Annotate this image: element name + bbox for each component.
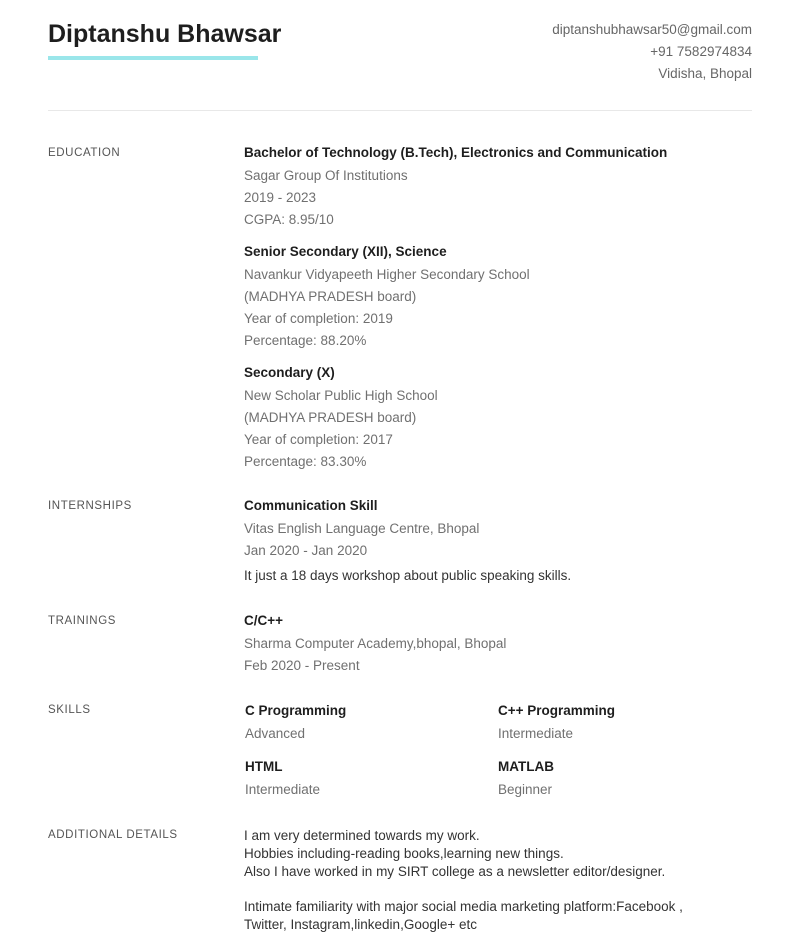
skill-level: Advanced: [245, 726, 306, 741]
education-detail: Navankur Vidyapeeth Higher Secondary School: [244, 267, 530, 282]
education-detail: Percentage: 88.20%: [244, 333, 367, 348]
training-org: Sharma Computer Academy,bhopal, Bhopal: [244, 636, 507, 651]
additional-line: Also I have worked in my SIRT college as a newsletter editor/designer.: [244, 864, 666, 879]
skill-name: HTML: [245, 759, 283, 774]
additional-line: I am very determined towards my work.: [244, 828, 480, 843]
training-dates: Feb 2020 - Present: [244, 658, 360, 673]
candidate-name: Diptanshu Bhawsar: [48, 20, 282, 48]
education-detail: 2019 - 2023: [244, 190, 317, 205]
contact-block: [552, 19, 752, 85]
location-text: Vidisha, Bhopal: [658, 66, 752, 81]
section-label-internships: INTERNSHIPS: [48, 500, 132, 512]
skill-name: C++ Programming: [498, 703, 616, 718]
internship-org: Vitas English Language Centre, Bhopal: [244, 521, 480, 536]
additional-line: Intimate familiarity with major social media marketing platform:Facebook ,: [244, 899, 683, 914]
education-detail: (MADHYA PRADESH board): [244, 289, 417, 304]
email-text[interactable]: diptanshubhawsar50@gmail.com: [552, 22, 752, 37]
education-detail: (MADHYA PRADESH board): [244, 410, 417, 425]
education-detail: Year of completion: 2019: [244, 311, 393, 326]
internship-dates: Jan 2020 - Jan 2020: [244, 543, 368, 558]
header-divider: [48, 110, 752, 111]
name-underline: [48, 56, 258, 60]
education-detail: Percentage: 83.30%: [244, 454, 367, 469]
section-label-education: EDUCATION: [48, 147, 121, 159]
phone-text: +91 7582974834: [650, 44, 752, 59]
section-label-skills: SKILLS: [48, 704, 91, 716]
section-label-trainings: TRAININGS: [48, 615, 117, 627]
section-label-additional: ADDITIONAL DETAILS: [48, 829, 178, 841]
education-detail: CGPA: 8.95/10: [244, 212, 334, 227]
training-title: C/C++: [244, 613, 284, 628]
skill-level: Intermediate: [498, 726, 574, 741]
skill-name: C Programming: [245, 703, 347, 718]
skill-name: MATLAB: [498, 759, 554, 774]
additional-line: Twitter, Instagram,linkedin,Google+ etc: [244, 917, 477, 932]
internship-description: It just a 18 days workshop about public speaking skills.: [244, 568, 572, 583]
education-detail: New Scholar Public High School: [244, 388, 438, 403]
additional-line: Hobbies including-reading books,learning new things.: [244, 846, 564, 861]
skill-level: Beginner: [498, 782, 553, 797]
education-title: Secondary (X): [244, 365, 335, 380]
education-title: Senior Secondary (XII), Science: [244, 244, 447, 259]
education-detail: Sagar Group Of Institutions: [244, 168, 408, 183]
skill-level: Intermediate: [245, 782, 321, 797]
education-detail: Year of completion: 2017: [244, 432, 393, 447]
internship-title: Communication Skill: [244, 498, 378, 513]
education-title: Bachelor of Technology (B.Tech), Electronics and Communication: [244, 145, 668, 160]
